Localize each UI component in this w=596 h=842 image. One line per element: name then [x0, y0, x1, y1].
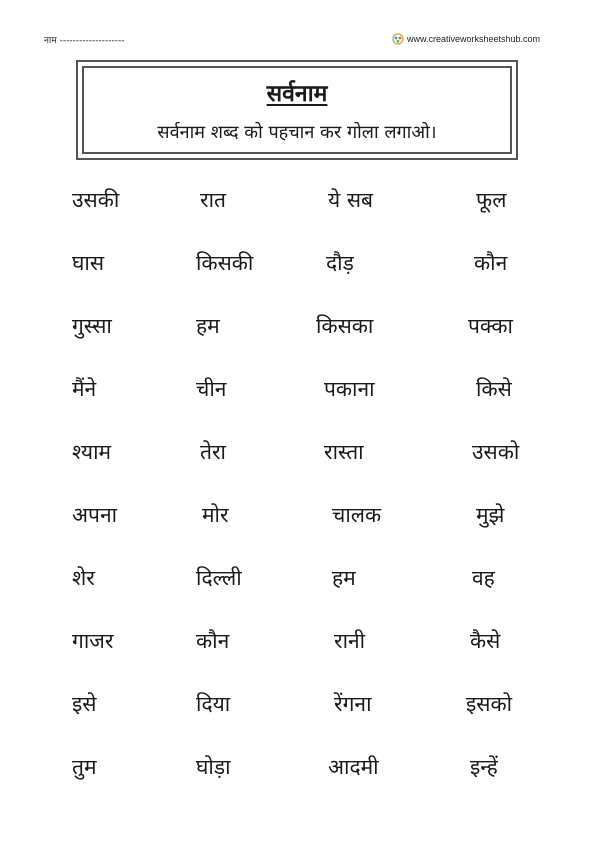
name-line: नाम -------------------- — [44, 36, 125, 46]
word-r6-c4[interactable]: मुझे — [476, 503, 505, 527]
word-r2-c3[interactable]: दौड़ — [326, 251, 354, 275]
word-r5-c4[interactable]: उसको — [472, 440, 520, 464]
worksheet-instruction: सर्वनाम शब्द को पहचान कर गोला लगाओ। — [157, 122, 437, 143]
word-r10-c3[interactable]: आदमी — [328, 755, 379, 779]
word-r7-c4[interactable]: वह — [472, 566, 495, 590]
word-r3-c4[interactable]: पक्का — [468, 314, 513, 338]
word-r10-c2[interactable]: घोड़ा — [196, 755, 231, 779]
word-r6-c2[interactable]: मोर — [202, 503, 229, 527]
word-r8-c3[interactable]: रानी — [334, 629, 366, 653]
word-r5-c1[interactable]: श्याम — [72, 440, 112, 464]
word-r9-c2[interactable]: दिया — [196, 692, 231, 716]
word-r10-c1[interactable]: तुम — [72, 755, 97, 779]
word-r7-c2[interactable]: दिल्ली — [196, 566, 242, 590]
worksheet-title: सर्वनाम — [266, 81, 328, 107]
word-r1-c4[interactable]: फूल — [476, 188, 507, 212]
word-r9-c3[interactable]: रेंगना — [334, 692, 372, 716]
word-r1-c2[interactable]: रात — [200, 188, 226, 212]
word-r1-c1[interactable]: उसकी — [72, 188, 120, 212]
word-r2-c2[interactable]: किसकी — [196, 251, 254, 275]
word-r7-c3[interactable]: हम — [332, 566, 356, 590]
word-r5-c2[interactable]: तेरा — [200, 440, 226, 464]
word-r3-c3[interactable]: किसका — [316, 314, 374, 338]
word-r2-c1[interactable]: घास — [72, 251, 105, 275]
word-r8-c2[interactable]: कौन — [196, 629, 230, 653]
word-r9-c1[interactable]: इसे — [72, 692, 97, 716]
word-r4-c3[interactable]: पकाना — [324, 377, 375, 401]
word-r7-c1[interactable]: शेर — [72, 566, 95, 590]
word-r9-c4[interactable]: इसको — [466, 692, 513, 716]
word-r2-c4[interactable]: कौन — [474, 251, 508, 275]
word-r5-c3[interactable]: रास्ता — [324, 440, 364, 464]
word-r3-c2[interactable]: हम — [196, 314, 220, 338]
word-r1-c3[interactable]: ये सब — [328, 188, 374, 212]
site-url: www.creativeworksheetshub.com — [407, 34, 541, 44]
word-r6-c1[interactable]: अपना — [72, 503, 118, 527]
word-r8-c4[interactable]: कैसे — [470, 629, 501, 653]
word-r8-c1[interactable]: गाजर — [72, 629, 114, 653]
word-r6-c3[interactable]: चालक — [332, 503, 382, 527]
word-r10-c4[interactable]: इन्हें — [470, 755, 498, 779]
word-r3-c1[interactable]: गुस्सा — [72, 314, 112, 338]
word-r4-c2[interactable]: चीन — [196, 377, 227, 401]
word-r4-c1[interactable]: मैंने — [72, 377, 97, 401]
word-r4-c4[interactable]: किसे — [476, 377, 512, 401]
